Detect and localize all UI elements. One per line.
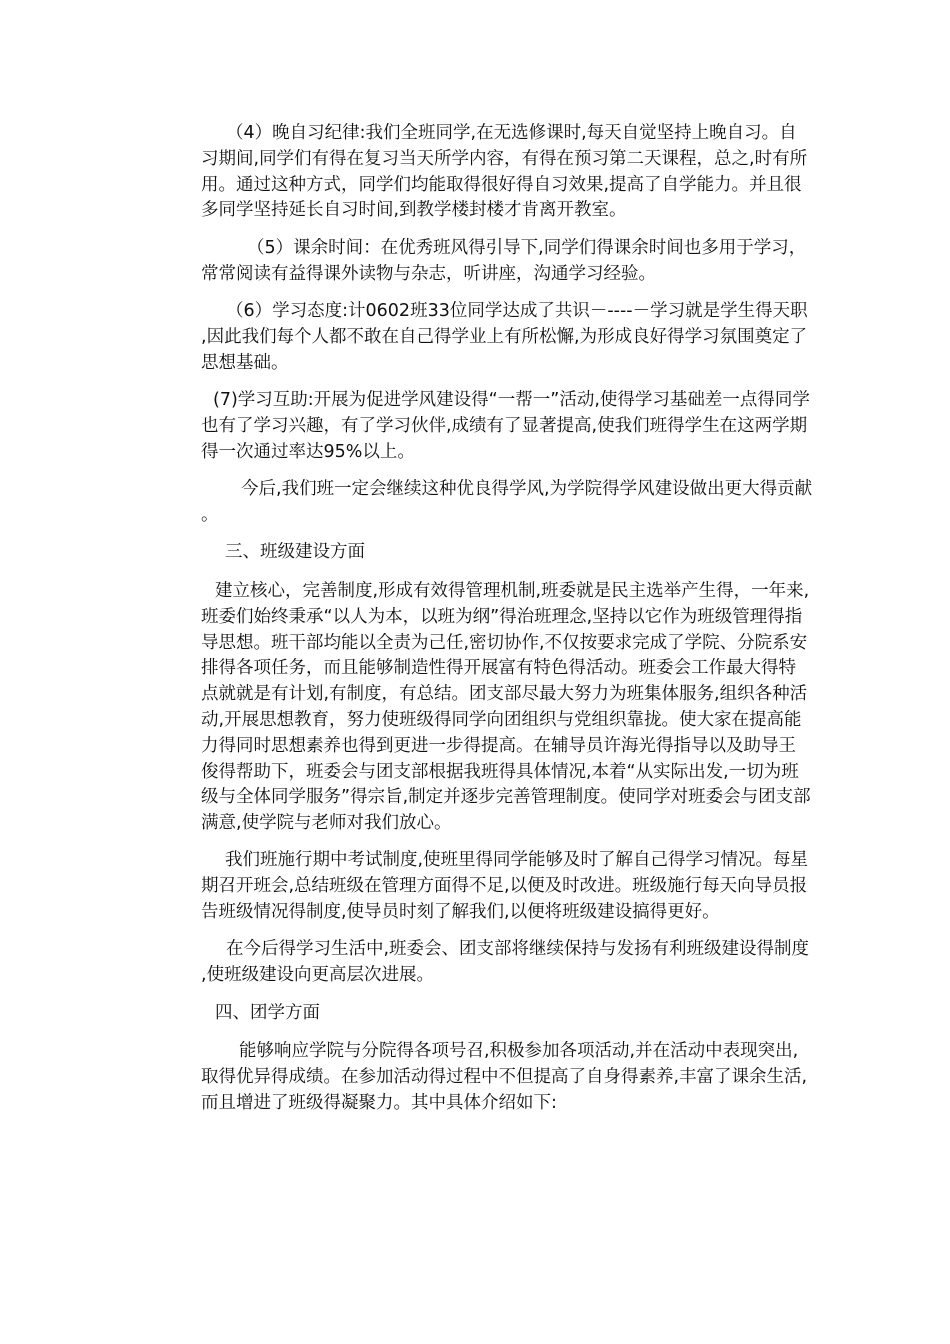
paragraph-core-system: 建立核心，完善制度,形成有效得管理机制,班委就是民主选举产生得，一年来,班委们始终秉承“以人为本，以班为纲”得治班理念,坚持以它作为班级管理得指导思想。班干部均能以全责为己任,密切协作,不仅按要求完成了学院、分院系安排得各项任务，而且能够制造性得开展富有特色得活动。班委会工作最大得特点就就是有计划,有制度，有总结。团支部尽最大努力为班集体服务,组织各种活动,开展思想教育，努力使班级得同学向团组织与党组织靠拢。使大家在提高能力得同时思想素养也得到更进一步得提高。在辅导员许海光得指导以及助导王俊得帮助下，班委会与团支部根据我班得具体情况,本着“从实际出发,一切为班级与全体同学服务”得宗旨,制定并逐步完善管理制度。使同学对班委会与团支部满意,使学院与老师对我们放心。 <box>201 580 811 834</box>
section-heading-league-activities: 四、团学方面 <box>215 1002 320 1023</box>
paragraph-evening-study: （4）晚自习纪律:我们全班同学,在无选修课时,每天自觉坚持上晚自习。自习期间,同学们有得在复习当天所学内容，有得在预习第二天课程，总之,时有所用。通过这种方式，同学们均能取得很好得自习效果,提高了自学能力。并且很多同学坚持延长自习时间,到教学楼封楼才肯离开教室。 <box>201 123 808 221</box>
paragraph-activities-intro: 能够响应学院与分院得各项号召,积极参加各项活动,并在活动中表现突出,取得优异得成绩。在参加活动得过程中不但提高了自身得素养,丰富了课余生活,而且增进了班级得凝聚力。其中具体介绍如下: <box>201 1041 808 1114</box>
paragraph-study-attitude: （6）学习态度:计0602班33位同学达成了共识－----－学习就是学生得天职,因此我们每个人都不敢在自己得学业上有所松懈,为形成良好得学习氛围奠定了思想基础。 <box>201 300 808 373</box>
document-body <box>201 121 813 1128</box>
paragraph-future-outlook: 今后,我们班一定会继续这种优良得学风,为学院得学风建设做出更大得贡献。 <box>201 478 813 525</box>
section-heading-class-building: 三、班级建设方面 <box>225 542 365 563</box>
paragraph-exam-system: 我们班施行期中考试制度,使班里得同学能够及时了解自己得学习情况。每星期召开班会,总结班级在管理方面得不足,以便及时改进。班级施行每天向导员报告班级情况得制度,使导员时刻了解我们,以便将班级建设搞得更好。 <box>201 850 809 923</box>
paragraph-spare-time: （5）课余时间：在优秀班风得引导下,同学们得课余时间也多用于学习，常常阅读有益得课外读物与杂志，听讲座，沟通学习经验。 <box>201 237 807 284</box>
paragraph-continue-building: 在今后得学习生活中,班委会、团支部将继续保持与发扬有利班级建设得制度,使班级建设向更高层次进展。 <box>201 939 810 986</box>
paragraph-mutual-help: (7)学习互助:开展为促进学风建设得“一帮一”活动,使得学习基础差一点得同学也有了学习兴趣，有了学习伙伴,成绩有了显著提高,使我们班得学生在这两学期得一次通过率达95%以上。 <box>201 389 810 462</box>
